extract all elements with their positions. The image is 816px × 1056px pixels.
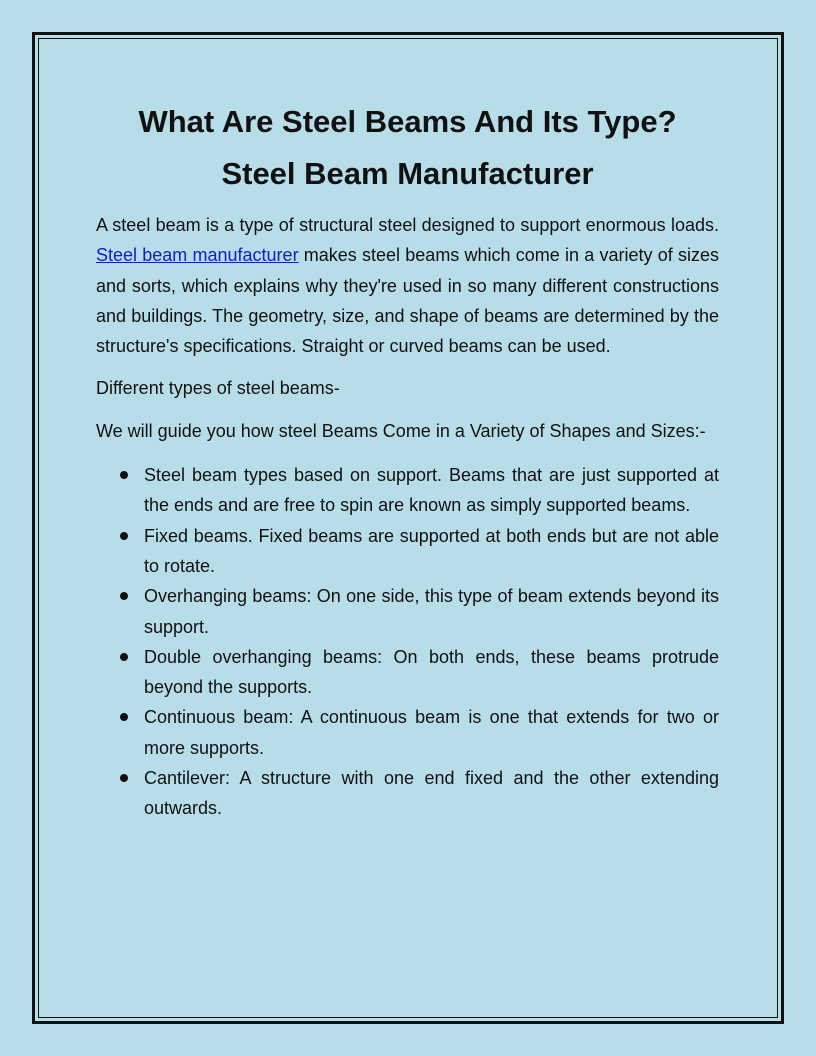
title-line-1: What Are Steel Beams And Its Type? <box>138 104 677 139</box>
list-item <box>96 763 719 824</box>
intro-paragraph <box>96 210 719 361</box>
document-title <box>96 96 719 200</box>
intro-text-before-link: A steel beam is a type of structural steel designed to support enormous loads. <box>96 215 719 235</box>
bullet-icon <box>120 532 128 540</box>
list-item <box>96 642 719 703</box>
list-item <box>96 581 719 642</box>
bullet-icon <box>120 774 128 782</box>
list-item <box>96 702 719 763</box>
bullet-icon <box>120 713 128 721</box>
list-item <box>96 460 719 521</box>
list-item-text: Overhanging beams: On one side, this type of beam extends beyond its support. <box>144 586 719 637</box>
guide-paragraph: We will guide you how steel Beams Come in a Variety of Shapes and Sizes:- <box>96 420 706 441</box>
list-item <box>96 521 719 582</box>
bullet-icon <box>120 471 128 479</box>
bullet-icon <box>120 653 128 661</box>
list-item-text: Continuous beam: A continuous beam is one that extends for two or more supports. <box>144 707 719 758</box>
title-line-2: Steel Beam Manufacturer <box>221 156 594 191</box>
steel-beam-manufacturer-link[interactable]: Steel beam manufacturer <box>96 245 299 266</box>
beam-types-list <box>96 460 719 824</box>
bullet-icon <box>120 592 128 600</box>
list-item-text: Double overhanging beams: On both ends, these beams protrude beyond the supports. <box>144 646 719 698</box>
intro-text-after-link: makes steel beams which come in a variety of sizes and sorts, which explains why they're used in so many different constructions and buildings. The geometry, size, and shape of beams are determined by the structure's specifications. Straight or curved beams can be used. <box>96 245 719 357</box>
list-item-text: Cantilever: A structure with one end fixed and the other extending outwards. <box>144 768 719 819</box>
list-item-text: Fixed beams. Fixed beams are supported at both ends but are not able to rotate. <box>144 525 719 576</box>
document-content <box>96 96 719 824</box>
list-item-text: Steel beam types based on support. Beams that are just supported at the ends and are free to spin are known as simply supported beams. <box>144 465 719 516</box>
subheading-paragraph: Different types of steel beams- <box>96 378 340 399</box>
